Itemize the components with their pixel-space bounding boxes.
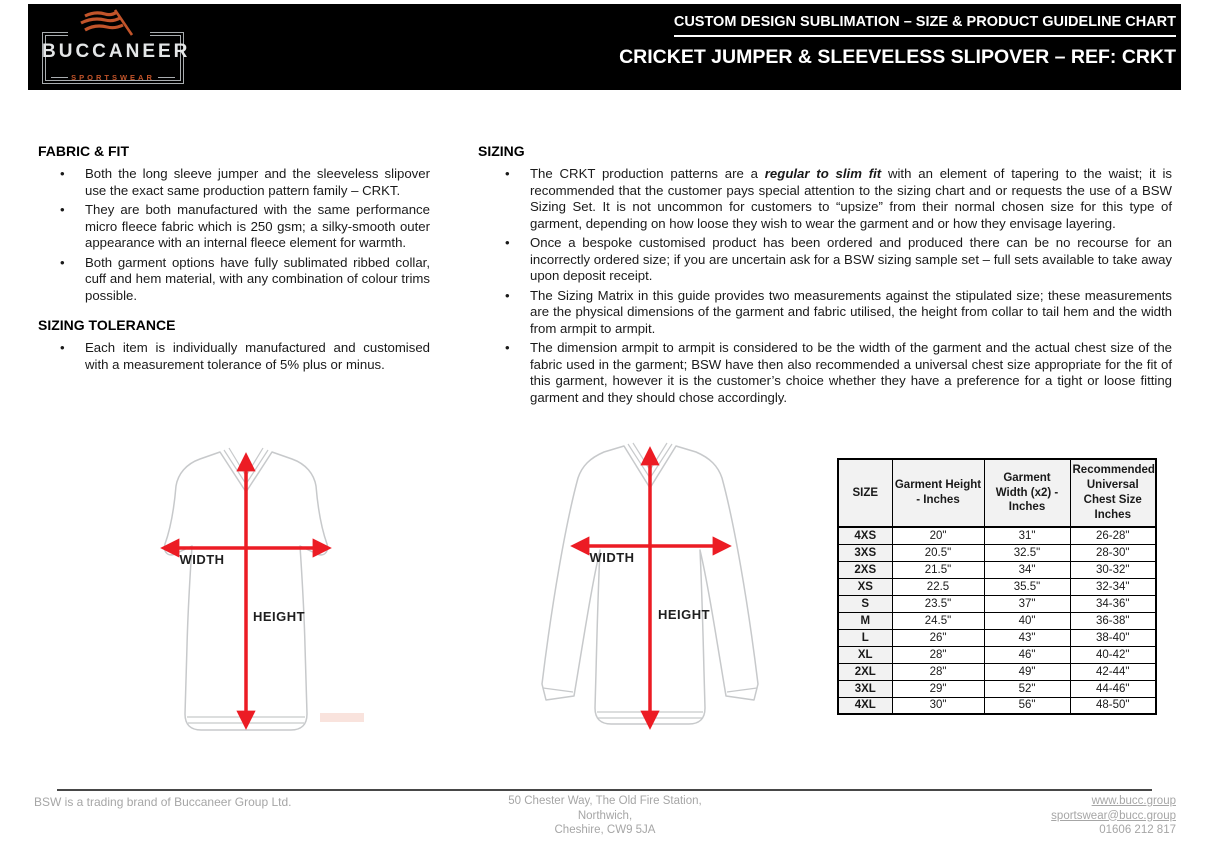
value-cell: 36-38" (1070, 612, 1156, 629)
value-cell: 28" (892, 646, 984, 663)
value-cell: 22.5 (892, 578, 984, 595)
table-row (838, 629, 1156, 646)
value-cell: 37" (984, 595, 1070, 612)
fabric-fit-bullet: • They are both manufactured with the same performance micro fleece fabric which is 250 gsm; a silky-smooth outer appearance with an internal fleece element for warmth. (38, 202, 430, 252)
value-cell: 20.5" (892, 544, 984, 561)
value-cell: 24.5" (892, 612, 984, 629)
table-row (838, 595, 1156, 612)
value-cell: 20" (892, 527, 984, 544)
size-table-body (838, 527, 1156, 714)
value-cell: 49" (984, 663, 1070, 680)
value-cell: 46" (984, 646, 1070, 663)
table-row (838, 544, 1156, 561)
size-cell: 4XL (838, 697, 892, 714)
value-cell: 30-32" (1070, 561, 1156, 578)
sizing-bullet-post: with an element of tapering to the waist; it is recommended that the customer pays special attention to the sizing chart and or requests the use of a BSW Sizing Set. It is not uncommon for customers to “upsize” from their normal chosen size for this type of garment, depending on how loose they wish to wear the garment and or how they envisage layering. (530, 166, 1172, 231)
table-row (838, 663, 1156, 680)
value-cell: 29" (892, 680, 984, 697)
value-cell: 35.5" (984, 578, 1070, 595)
product-title: CRICKET JUMPER & SLEEVELESS SLIPOVER – REF: CRKT (619, 46, 1176, 68)
column-header-width: Garment Width (x2) - Inches (984, 459, 1070, 527)
sizing-title: SIZING (478, 143, 525, 159)
website-link[interactable]: www.bucc.group (1091, 795, 1176, 807)
table-row (838, 578, 1156, 595)
footer-divider (57, 789, 1152, 791)
value-cell: 43" (984, 629, 1070, 646)
size-chart-table (837, 458, 1157, 715)
sizing-bullet (478, 166, 1172, 232)
value-cell: 56" (984, 697, 1070, 714)
value-cell: 42-44" (1070, 663, 1156, 680)
size-cell: L (838, 629, 892, 646)
sizing-tolerance-title: SIZING TOLERANCE (38, 317, 176, 333)
logo-brand-name: BUCCANEER (42, 41, 191, 62)
sizing-bullet: • Once a bespoke customised product has been ordered and produced there can be no recourse for an incorrectly ordered size; if you are uncertain ask for a BSW sizing sample set – full sets available to take away upon deposit receipt. (478, 235, 1172, 285)
slipover-diagram (128, 436, 380, 740)
flag-icon (68, 8, 150, 36)
table-row (838, 612, 1156, 629)
table-row (838, 646, 1156, 663)
column-header-height: Garment Height - Inches (892, 459, 984, 527)
value-cell: 26" (892, 629, 984, 646)
value-cell: 34" (984, 561, 1070, 578)
fabric-fit-title: FABRIC & FIT (38, 143, 129, 159)
value-cell: 44-46" (1070, 680, 1156, 697)
value-cell: 23.5" (892, 595, 984, 612)
value-cell: 28" (892, 663, 984, 680)
value-cell: 38-40" (1070, 629, 1156, 646)
sizing-bullet-pre: The CRKT production patterns are a (530, 166, 765, 181)
width-label: WIDTH (589, 550, 635, 565)
size-cell: 3XL (838, 680, 892, 697)
value-cell: 32-34" (1070, 578, 1156, 595)
fabric-fit-bullet: • Both the long sleeve jumper and the sleeveless slipover use the exact same production pattern family – CRKT. (38, 166, 430, 199)
value-cell: 32.5" (984, 544, 1070, 561)
footer-contact (1051, 794, 1176, 838)
size-cell: 2XS (838, 561, 892, 578)
size-cell: 2XL (838, 663, 892, 680)
address-line: 50 Chester Way, The Old Fire Station, (508, 795, 702, 807)
value-cell: 31" (984, 527, 1070, 544)
document-title: CUSTOM DESIGN SUBLIMATION – SIZE & PRODUCT GUIDELINE CHART (674, 14, 1176, 37)
table-row (838, 697, 1156, 714)
value-cell: 40" (984, 612, 1070, 629)
sizing-bullet-emphasis: regular to slim fit (764, 166, 882, 181)
size-cell: S (838, 595, 892, 612)
value-cell: 48-50" (1070, 697, 1156, 714)
value-cell: 28-30" (1070, 544, 1156, 561)
header-titles (619, 13, 1176, 69)
buccaneer-logo (40, 8, 190, 86)
sizing-tolerance-bullet: • Each item is individually manufactured and customised with a measurement tolerance of 5% plus or minus. (38, 340, 430, 373)
address-line: Cheshire, CW9 5JA (554, 824, 656, 836)
height-label: HEIGHT (658, 607, 711, 622)
table-row (838, 561, 1156, 578)
jumper-diagram (512, 432, 788, 742)
column-header-size: SIZE (838, 459, 892, 527)
watermark (320, 713, 364, 722)
value-cell: 30" (892, 697, 984, 714)
column-header-chest: Recommended Universal Chest Size Inches (1070, 459, 1156, 527)
sizing-bullet: • The dimension armpit to armpit is considered to be the width of the garment and the actual chest size of the fabric used in the garment; BSW have then also recommended a universal chest size appropriate for the fit of this garment, however it is the customer’s choice whether they have a preference for a tight or loose fitting garment and they should chose accordingly. (478, 340, 1172, 406)
logo-frame (42, 32, 191, 84)
height-label: HEIGHT (253, 609, 306, 624)
size-cell: XL (838, 646, 892, 663)
value-cell: 40-42" (1070, 646, 1156, 663)
table-row (838, 680, 1156, 697)
value-cell: 34-36" (1070, 595, 1156, 612)
address-line: Northwich, (577, 809, 633, 822)
value-cell: 26-28" (1070, 527, 1156, 544)
sizing-bullet: • The Sizing Matrix in this guide provides two measurements against the stipulated size; these measurements are the physical dimensions of the garment and fabric utilised, the height from collar to tail hem and the width from armpit to armpit. (478, 288, 1172, 338)
footer-brand-note: BSW is a trading brand of Buccaneer Group Ltd. (34, 795, 292, 809)
size-cell: 3XS (838, 544, 892, 561)
left-column (38, 143, 430, 376)
phone-number: 01606 212 817 (1099, 824, 1176, 836)
email-link[interactable]: sportswear@bucc.group (1051, 809, 1176, 822)
fabric-fit-bullet: • Both garment options have fully sublimated ribbed collar, cuff and hem material, with any combination of colour trims possible. (38, 255, 430, 305)
size-cell: 4XS (838, 527, 892, 544)
logo-brand-subtitle: SPORTSWEAR (48, 73, 178, 82)
table-header-row (838, 459, 1156, 527)
size-cell: M (838, 612, 892, 629)
value-cell: 52" (984, 680, 1070, 697)
width-label: WIDTH (179, 552, 225, 567)
table-row (838, 527, 1156, 544)
value-cell: 21.5" (892, 561, 984, 578)
footer-address (400, 794, 810, 838)
size-cell: XS (838, 578, 892, 595)
header-band (28, 4, 1181, 90)
right-column (478, 143, 1172, 409)
